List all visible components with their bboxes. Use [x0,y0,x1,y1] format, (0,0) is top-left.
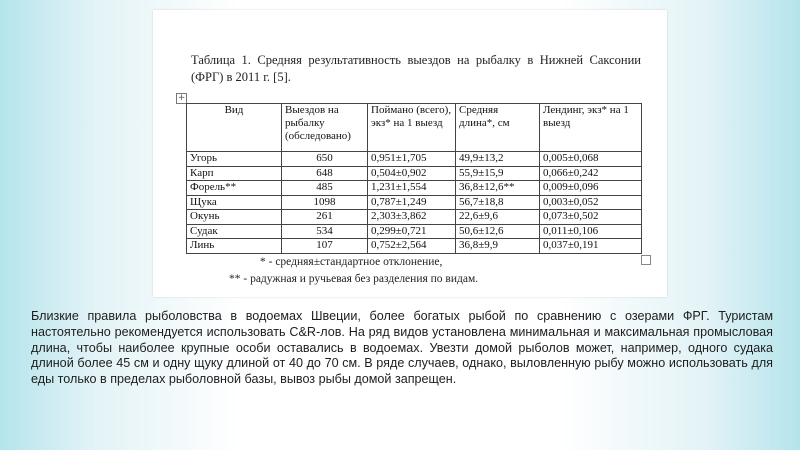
body-paragraph: Близкие правила рыболовства в водоемах Швеции, более богатых рыбой по сравнению с озерами ФРГ. Туристам настоятельно рекомендуется использовать C&R-лов. На ряд видов установлена минимальная и максимальная промысловая длина, чтобы наиболее крупные особи оставались в водоемах. Увезти домой рыболов может, например, одного судака длиной более 45 см и одну щуку длиной от 40 до 70 см. В ряде случаев, однако, выловленную рыбу можно использовать для еды только в пределах рыболовной базы, вывоз рыбы домой запрещен. [31,309,773,387]
footnote-mean-sd: * - средняя±стандартное отклонение, [260,256,443,268]
cell-caught: 0,752±2,564 [368,239,456,254]
table-row [187,166,642,181]
cell-landing: 0,037±0,191 [540,239,642,254]
table-caption: Таблица 1. Средняя результативность выездов на рыбалку в Нижней Саксонии (ФРГ) в 2011 г. [5]. [191,53,641,84]
document-image [153,10,667,297]
footnote-trout: ** - радужная и ручьевая без разделения по видам. [229,273,479,285]
table-row [187,181,642,196]
cell-mean-length: 36,8±12,6** [456,181,540,196]
cell-species: Щука [187,195,282,210]
cell-landing: 0,066±0,242 [540,166,642,181]
cell-landing: 0,005±0,068 [540,152,642,167]
cell-landing: 0,011±0,106 [540,224,642,239]
fishing-results-table [186,103,642,254]
cell-mean-length: 36,8±9,9 [456,239,540,254]
cell-landing: 0,009±0,096 [540,181,642,196]
header-trips: Выездов на рыбалку (обследовано) [282,104,368,152]
header-landing: Лендинг, экз* на 1 выезд [540,104,642,152]
cell-caught: 0,299±0,721 [368,224,456,239]
cell-trips: 1098 [282,195,368,210]
table-resize-handle-icon[interactable] [641,255,651,265]
table-row [187,224,642,239]
cell-caught: 1,231±1,554 [368,181,456,196]
cell-species: Угорь [187,152,282,167]
cell-trips: 650 [282,152,368,167]
cell-caught: 0,951±1,705 [368,152,456,167]
cell-species: Линь [187,239,282,254]
cell-species: Окунь [187,210,282,225]
table-row [187,152,642,167]
cell-species: Карп [187,166,282,181]
cell-landing: 0,003±0,052 [540,195,642,210]
table-row [187,195,642,210]
table-row [187,239,642,254]
cell-mean-length: 49,9±13,2 [456,152,540,167]
cell-species: Судак [187,224,282,239]
header-caught: Поймано (всего), экз* на 1 выезд [368,104,456,152]
cell-trips: 485 [282,181,368,196]
cell-species: Форель** [187,181,282,196]
cell-landing: 0,073±0,502 [540,210,642,225]
cell-trips: 648 [282,166,368,181]
cell-caught: 0,787±1,249 [368,195,456,210]
cell-mean-length: 55,9±15,9 [456,166,540,181]
table-row [187,210,642,225]
cell-mean-length: 50,6±12,6 [456,224,540,239]
cell-trips: 534 [282,224,368,239]
table-header-row [187,104,642,152]
cell-mean-length: 56,7±18,8 [456,195,540,210]
cell-trips: 107 [282,239,368,254]
table-move-handle-icon[interactable]: + [177,93,186,103]
header-species: Вид [187,104,282,152]
header-mean-length: Средняя длина*, см [456,104,540,152]
cell-caught: 2,303±3,862 [368,210,456,225]
cell-caught: 0,504±0,902 [368,166,456,181]
cell-trips: 261 [282,210,368,225]
cell-mean-length: 22,6±9,6 [456,210,540,225]
